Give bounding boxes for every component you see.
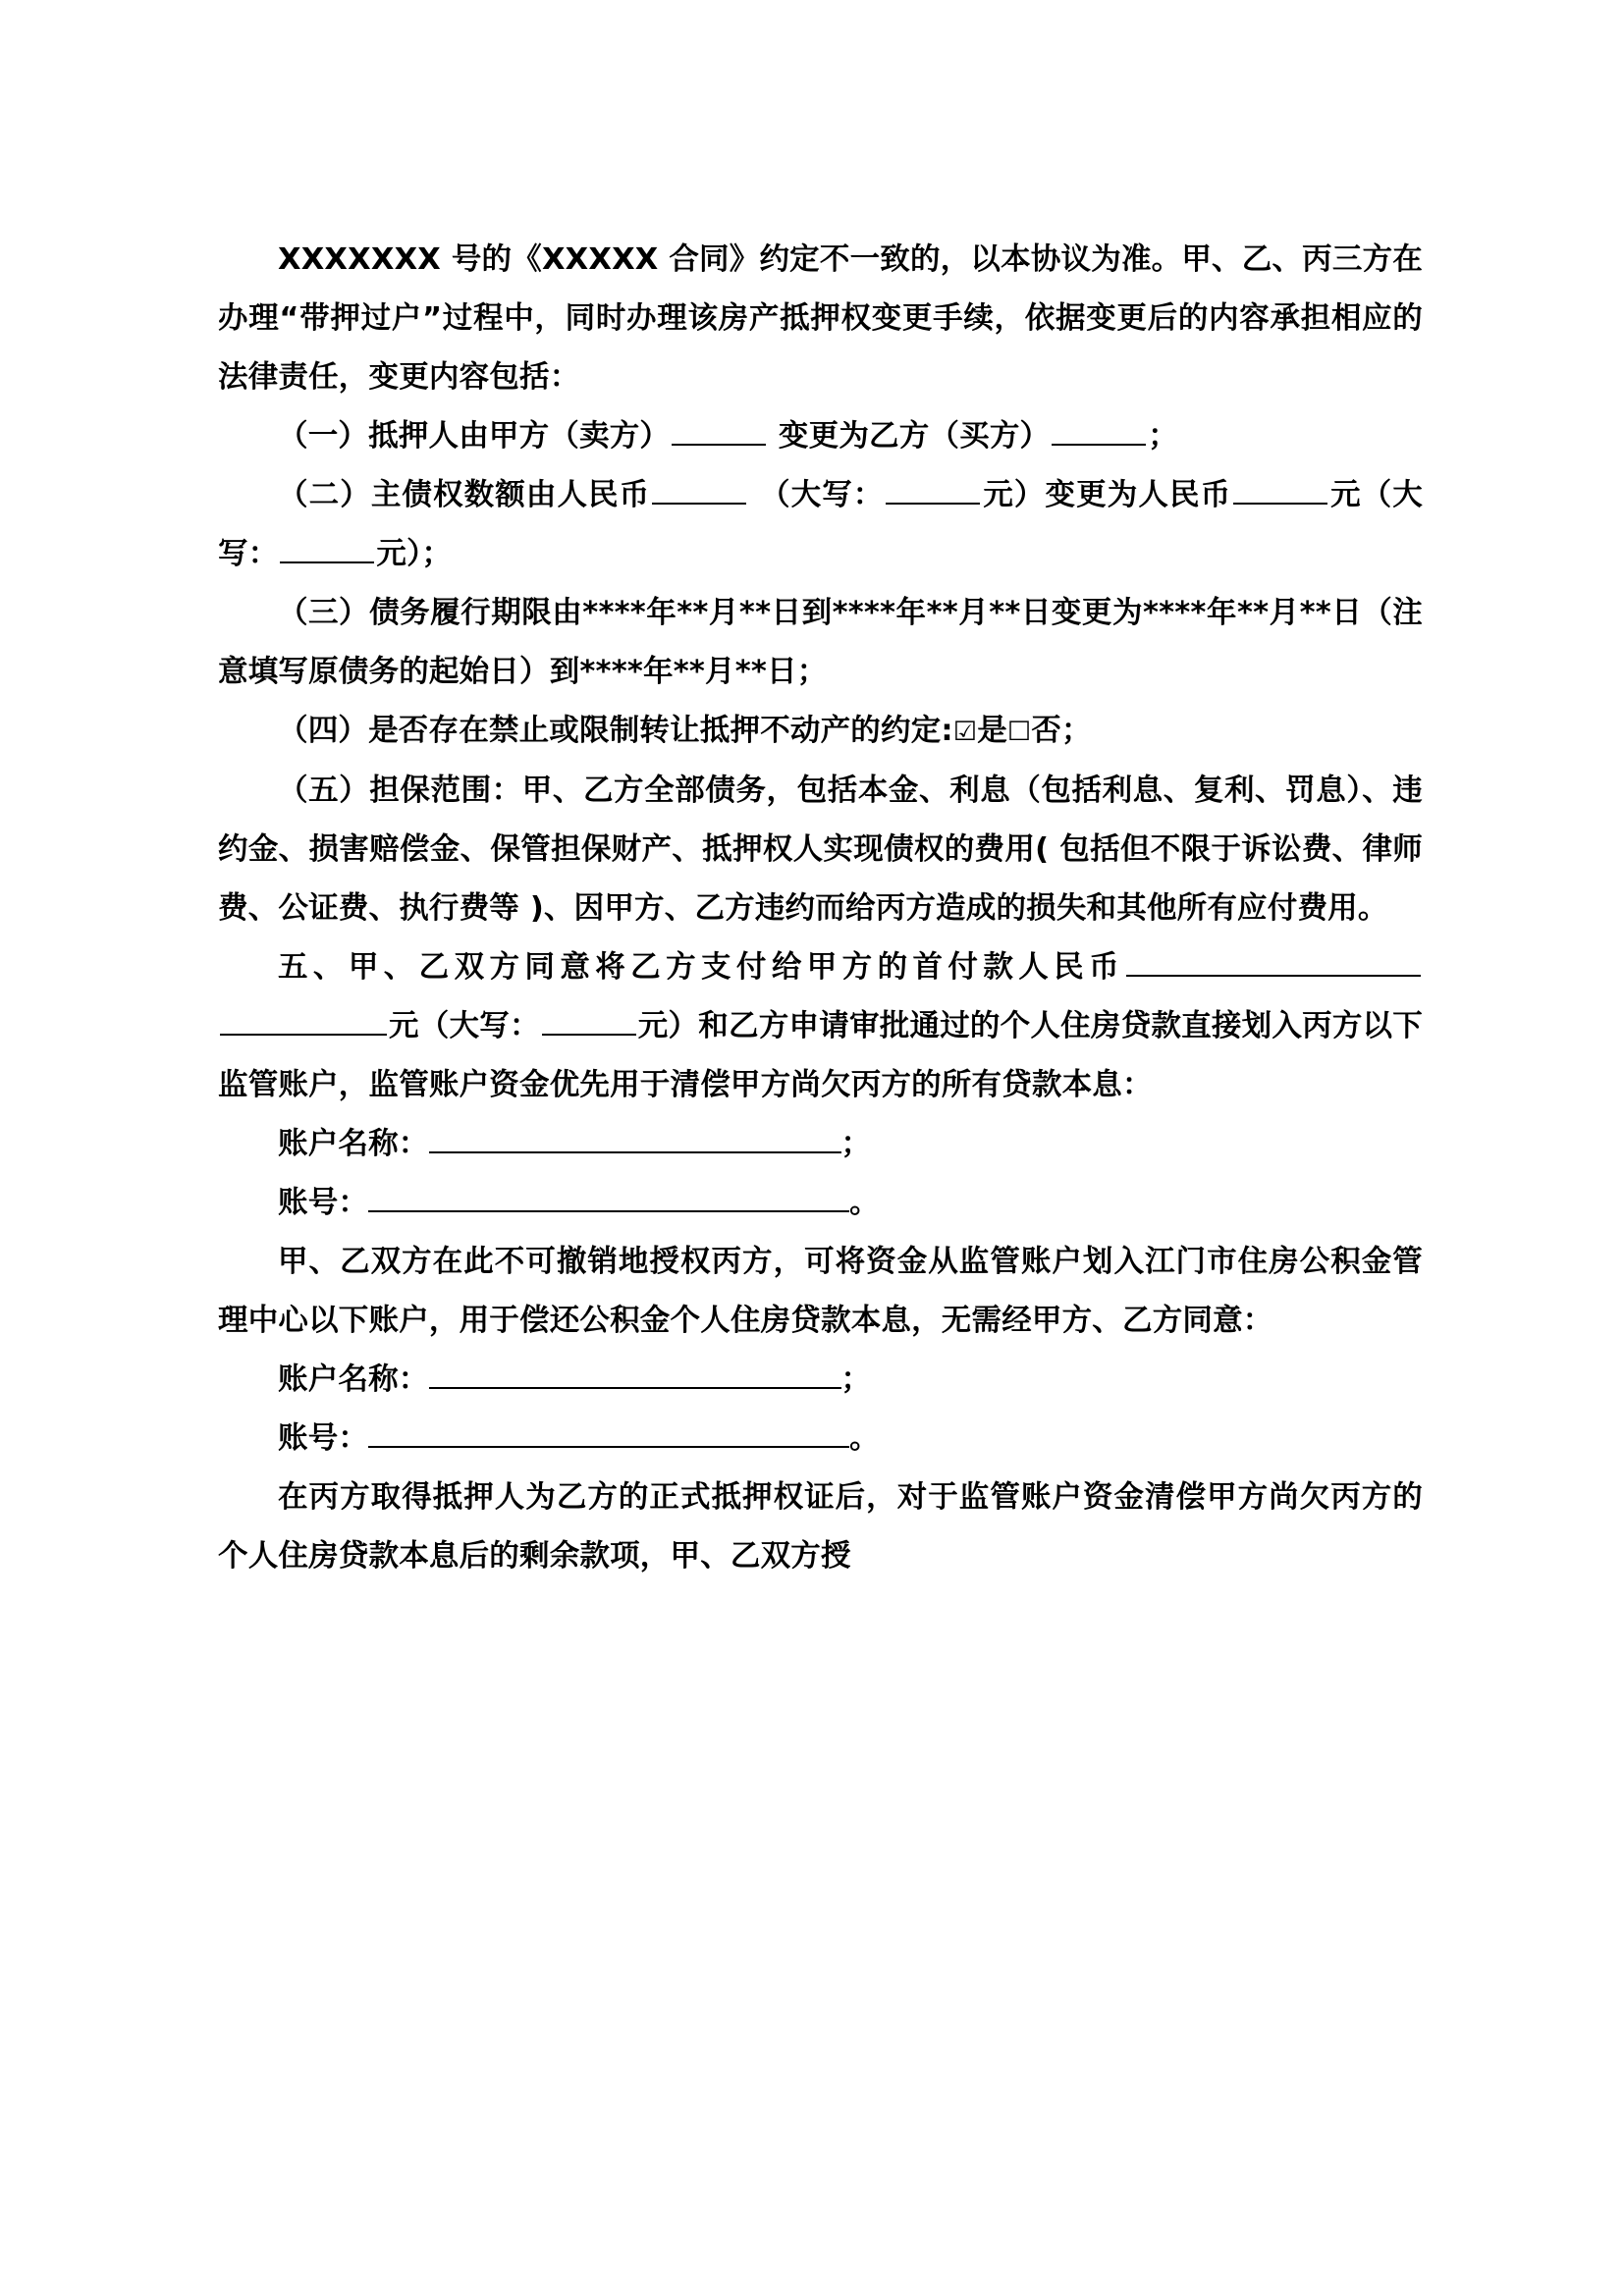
item-2-blank-amount-old[interactable]	[652, 473, 746, 505]
item-2-blank-amount-new[interactable]	[1233, 473, 1327, 505]
paragraph-item-1	[218, 407, 1423, 466]
account-1-number-label: 账号：	[278, 1186, 369, 1220]
paragraph-closing: 在丙方取得抵押人为乙方的正式抵押权证后，对于监管账户资金清偿甲方尚欠丙方的个人住房贷款本息后的剩余款项，甲、乙双方授	[218, 1480, 1423, 1574]
item-1-blank-mortgagor[interactable]	[672, 414, 766, 446]
item-1-text-2: 变更为乙方（买方）	[768, 419, 1051, 454]
account-1-name-label: 账户名称：	[278, 1127, 429, 1161]
account-1-number-input[interactable]	[368, 1181, 849, 1212]
account-2-number-row	[218, 1410, 1423, 1468]
paragraph-item-2	[218, 466, 1423, 584]
paragraph-item-3: （三）债务履行期限由****年**月**日到****年**月**日变更为****年**月**日（注意填写原债务的起始日）到****年**月**日；	[218, 596, 1423, 689]
item-2-text-3: 元）变更为人民币	[982, 478, 1232, 512]
paragraph-item-5: （五）担保范围：甲、乙方全部债务，包括本金、利息（包括利息、复利、罚息）、违约金、损害赔偿金、保管担保财产、抵押权人实现债权的费用( 包括但不限于诉讼费、律师费、公证费、执行费等 )、因甲方、乙方违约而给丙方造成的损失和其他所有应付费用。	[218, 774, 1423, 926]
clause-five-text-3: 元）和乙方申请审批通过的个人住房贷款直接划入丙方以下监管账户，监管账户资金优先用于清偿甲方尚欠丙方的所有贷款本息：	[218, 1009, 1424, 1102]
account-1-name-tail: ；	[840, 1127, 872, 1161]
clause-five-blank-words[interactable]	[542, 1004, 636, 1036]
checkbox-yes[interactable]	[953, 717, 977, 747]
clause-five-blank-downpayment-cont[interactable]	[220, 1004, 387, 1036]
item-2-blank-amount-new-words[interactable]	[280, 532, 374, 563]
item-2-text-5: 元）；	[376, 537, 453, 571]
account-2-number-input[interactable]	[368, 1416, 849, 1448]
account-1-number-row	[218, 1174, 1423, 1233]
item-2-text-2: （大写：	[748, 478, 885, 512]
account-2-name-label: 账户名称：	[278, 1362, 429, 1397]
account-2-number-label: 账号：	[278, 1421, 369, 1456]
clause-five-text-1: 五、甲、乙双方同意将乙方支付给甲方的首付款人民币	[278, 950, 1124, 985]
paragraph-clause-five	[218, 938, 1423, 1115]
item-2-text-4: 元（大写：	[218, 478, 1423, 571]
item-2-blank-amount-old-words[interactable]	[886, 473, 980, 505]
account-2-number-tail: 。	[849, 1421, 880, 1456]
checkbox-no[interactable]	[1007, 717, 1031, 747]
document-body	[218, 231, 1423, 1586]
account-1-name-input[interactable]	[429, 1122, 841, 1153]
checkbox-no-label: 否	[1031, 714, 1062, 748]
paragraph-intro: XXXXXXX 号的《XXXXX 合同》约定不一致的，以本协议为准。甲、乙、丙三方在办理“带押过户”过程中，同时办理该房产抵押权变更手续，依据变更后的内容承担相应的法律责任，变更内容包括：	[218, 242, 1423, 395]
checkbox-yes-label: 是	[977, 714, 1007, 748]
clause-five-blank-downpayment[interactable]	[1126, 945, 1421, 977]
paragraph-item-4	[218, 702, 1423, 762]
paragraph-authorization: 甲、乙双方在此不可撤销地授权丙方，可将资金从监管账户划入江门市住房公积金管理中心以下账户，用于偿还公积金个人住房贷款本息，无需经甲方、乙方同意：	[218, 1245, 1423, 1338]
item-1-text-3: ；	[1148, 419, 1178, 454]
account-1-name-row	[218, 1115, 1423, 1174]
item-1-blank-buyer[interactable]	[1052, 414, 1146, 446]
item-4-suffix: ；	[1061, 714, 1092, 748]
account-1-number-tail: 。	[849, 1186, 880, 1220]
account-2-name-input[interactable]	[429, 1358, 841, 1389]
item-4-prefix: （四）是否存在禁止或限制转让抵押不动产的约定:	[278, 714, 953, 748]
item-2-text-1: （二）主债权数额由人民币	[278, 478, 651, 512]
account-2-name-row	[218, 1351, 1423, 1410]
account-2-name-tail: ；	[840, 1362, 872, 1397]
clause-five-text-2: 元（大写：	[389, 1009, 540, 1043]
item-1-text-1: （一）抵押人由甲方（卖方）	[278, 419, 671, 454]
